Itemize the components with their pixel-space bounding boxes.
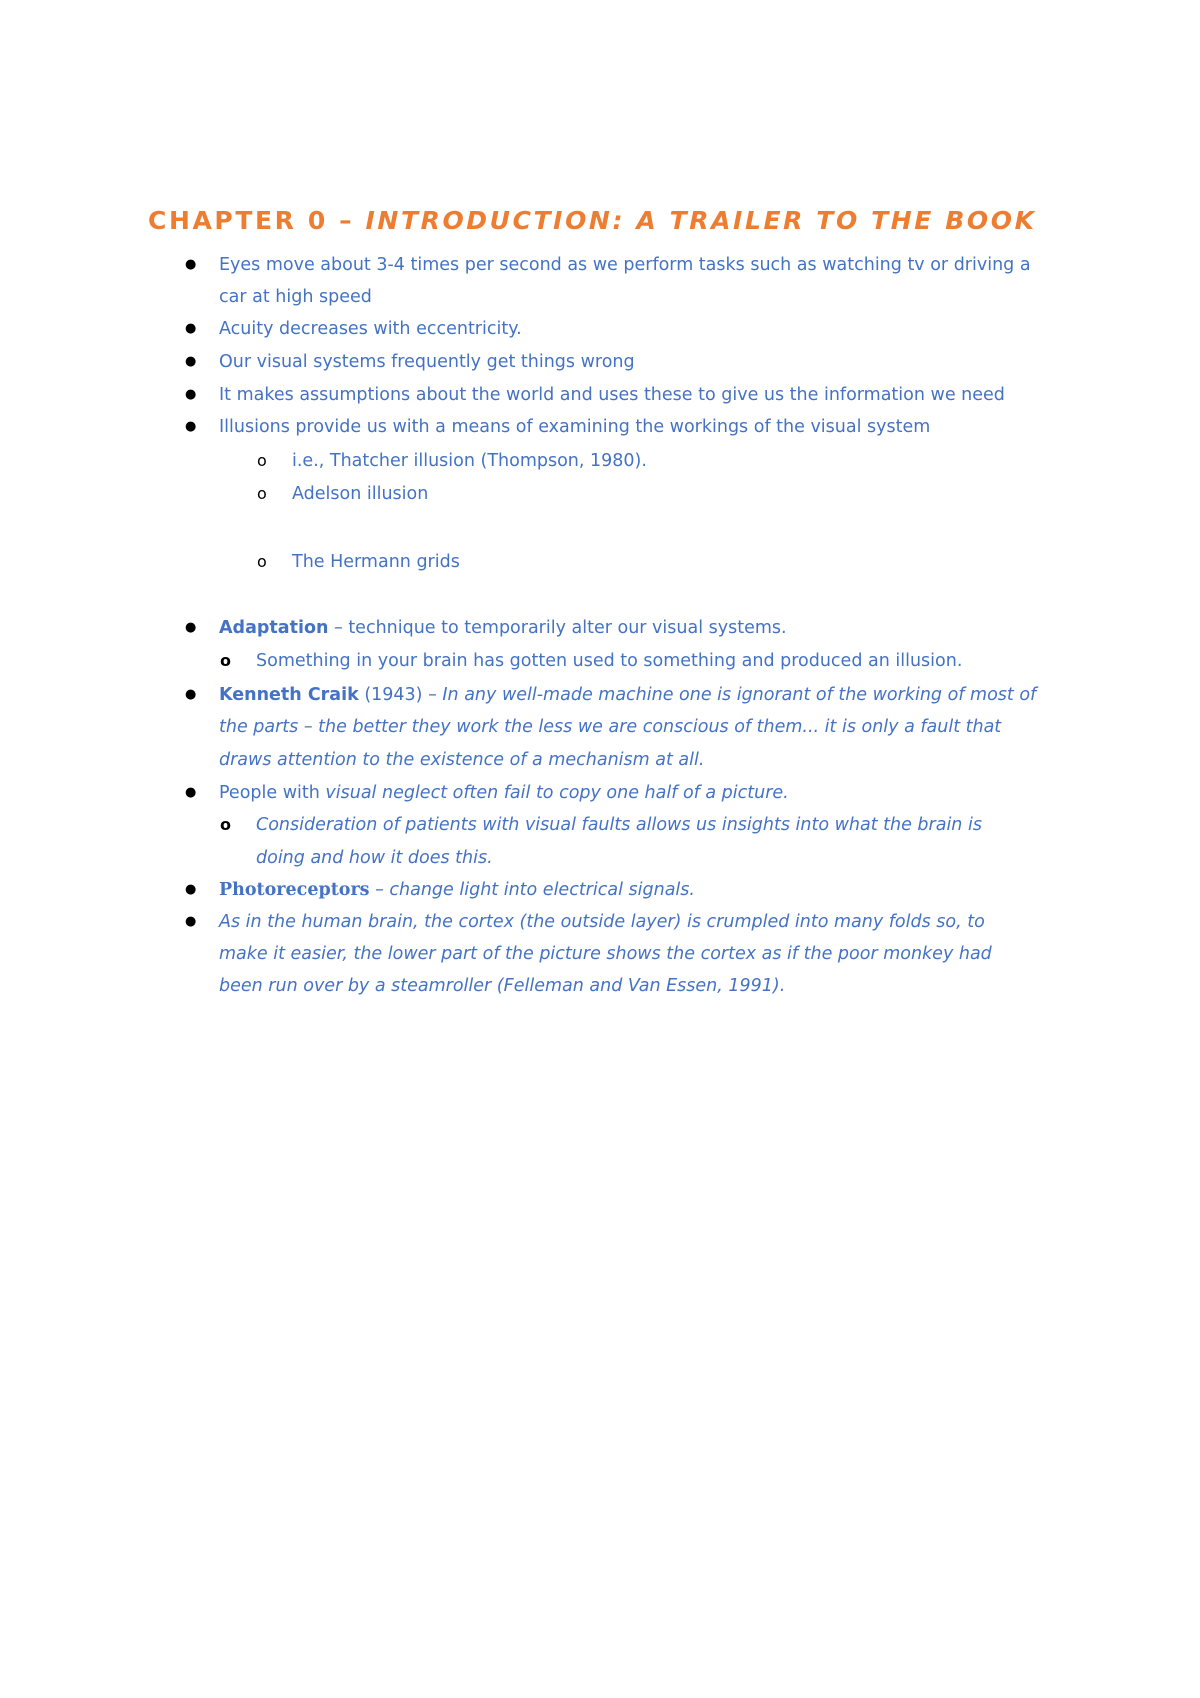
bullet-icon: ● [185, 387, 197, 402]
bullet-icon: ● [185, 419, 197, 434]
bullet-icon: ● [185, 257, 197, 272]
sub-list-item: Consideration of patients with visual faults allows us insights into what the brain is [256, 815, 982, 835]
sub-list-item: Adelson illusion [292, 484, 429, 504]
list-item [219, 876, 695, 904]
hollow-bullet-icon: o [257, 552, 267, 571]
neglect-text: visual neglect often fail to copy one half of a picture. [325, 783, 789, 803]
list-item-continuation: car at high speed [219, 287, 372, 307]
chapter-heading [148, 203, 1037, 239]
sub-list-item: i.e., Thatcher illusion (Thompson, 1980). [292, 451, 647, 471]
bullet-icon: ● [185, 321, 197, 336]
bullet-icon: ● [185, 785, 197, 800]
list-item: Illusions provide us with a means of examining the workings of the visual system [219, 417, 931, 437]
list-item-continuation: been run over by a steamroller (Felleman and Van Essen, 1991). [219, 976, 786, 996]
list-item: As in the human brain, the cortex (the outside layer) is crumpled into many folds so, to [219, 912, 985, 932]
sub-list-item: The Hermann grids [292, 552, 460, 572]
craik-quote: In any well-made machine one is ignorant of the working of most of [442, 685, 1037, 705]
hollow-bullet-icon: o [220, 815, 231, 834]
list-item: Acuity decreases with eccentricity. [219, 319, 522, 339]
list-item [219, 614, 787, 642]
list-item [219, 779, 789, 807]
hollow-bullet-icon: o [220, 651, 231, 670]
list-item: Eyes move about 3-4 times per second as we perform tasks such as watching tv or driving a [219, 255, 1031, 275]
bullet-icon: ● [185, 914, 197, 929]
neglect-prefix: People with [219, 783, 326, 803]
bullet-icon: ● [185, 882, 197, 897]
adaptation-definition: – technique to temporarily alter our visual systems. [328, 618, 787, 638]
chapter-number: CHAPTER 0 – [148, 206, 366, 235]
list-item-continuation: the parts – the better they work the less we are conscious of them... it is only a fault that [219, 717, 1002, 737]
bullet-icon: ● [185, 620, 197, 635]
list-item-continuation: make it easier, the lower part of the picture shows the cortex as if the poor monkey had [219, 944, 992, 964]
sub-list-item: Something in your brain has gotten used to something and produced an illusion. [256, 651, 963, 671]
sub-list-item-continuation: doing and how it does this. [256, 848, 493, 868]
bullet-icon: ● [185, 687, 197, 702]
photoreceptors-definition: – change light into electrical signals. [369, 880, 695, 900]
term-adaptation: Adaptation [219, 618, 329, 638]
chapter-title: INTRODUCTION: A TRAILER TO THE BOOK [365, 206, 1037, 235]
hollow-bullet-icon: o [257, 451, 267, 470]
bullet-icon: ● [185, 354, 197, 369]
term-craik: Kenneth Craik [219, 685, 359, 705]
list-item: Our visual systems frequently get things wrong [219, 352, 635, 372]
craik-year: (1943) – [358, 685, 443, 705]
list-item: It makes assumptions about the world and uses these to give us the information we need [219, 385, 1005, 405]
hollow-bullet-icon: o [257, 484, 267, 503]
list-item [219, 681, 1036, 709]
list-item-continuation: draws attention to the existence of a mechanism at all. [219, 750, 705, 770]
term-photoreceptors: Photoreceptors [219, 880, 370, 900]
